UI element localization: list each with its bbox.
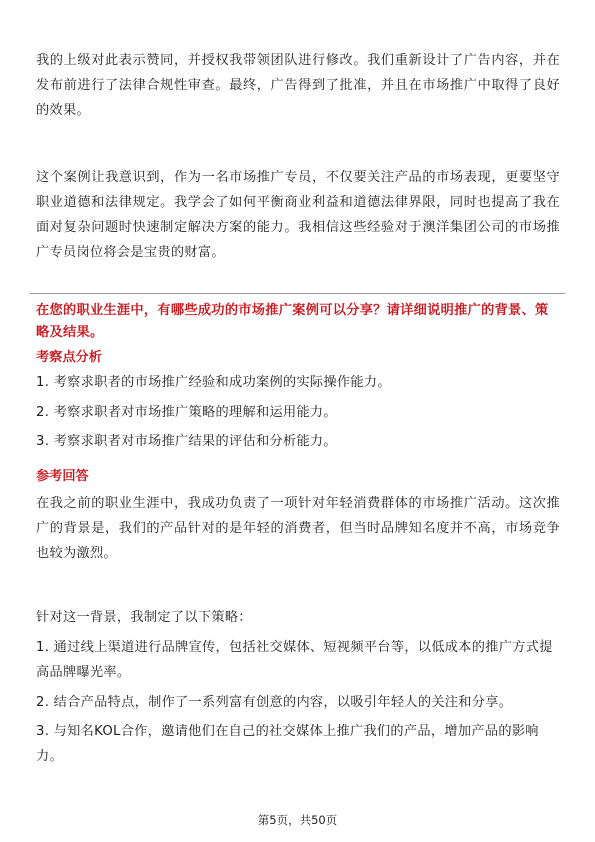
analysis-item: 1. 考察求职者的市场推广经验和成功案例的实际操作能力。 — [36, 375, 391, 390]
answer-paragraph: 针对这一背景，我制定了以下策略： — [36, 610, 252, 625]
answer-heading: 参考回答 — [36, 469, 89, 484]
strategy-item: 1. 通过线上渠道进行品牌宣传，包括社交媒体、短视频平台等，以低成本的推广方式提高品牌曝光率。 — [36, 640, 553, 680]
analysis-item: 2. 考察求职者对市场推广策略的理解和运用能力。 — [36, 405, 337, 420]
page-number: 第5页，共50页 — [257, 813, 338, 827]
answer-paragraph: 在我之前的职业生涯中，我成功负责了一项针对年轻消费群体的市场推广活动。这次推广的背景是，我们的产品针对的是年轻的消费者，但当时品牌知名度并不高，市场竞争也较为激烈。 — [36, 496, 560, 561]
body-paragraph: 这个案例让我意识到，作为一名市场推广专员，不仅要关注产品的市场表现，更要坚守职业道德和法律规定。我学会了如何平衡商业利益和道德法律界限，同时也提高了我在面对复杂问题时快速制定解决方案的能力。我相信这些经验对于澳洋集团公司的市场推广专员岗位将会是宝贵的财富。 — [36, 170, 560, 260]
strategy-item: 3. 与知名KOL合作，邀请他们在自己的社交媒体上推广我们的产品，增加产品的影响力。 — [36, 724, 539, 764]
section-divider — [30, 293, 565, 294]
question-text: 在您的职业生涯中，有哪些成功的市场推广案例可以分享？请详细说明推广的背景、策略及结果。 — [36, 303, 549, 340]
strategy-item: 2. 结合产品特点，制作了一系列富有创意的内容，以吸引年轻人的关注和分享。 — [36, 695, 513, 710]
analysis-heading: 考察点分析 — [36, 350, 102, 365]
analysis-item: 3. 考察求职者对市场推广结果的评估和分析能力。 — [36, 434, 337, 449]
body-paragraph: 我的上级对此表示赞同，并授权我带领团队进行修改。我们重新设计了广告内容，并在发布前进行了法律合规性审查。最终，广告得到了批准，并且在市场推广中取得了良好的效果。 — [36, 53, 560, 118]
